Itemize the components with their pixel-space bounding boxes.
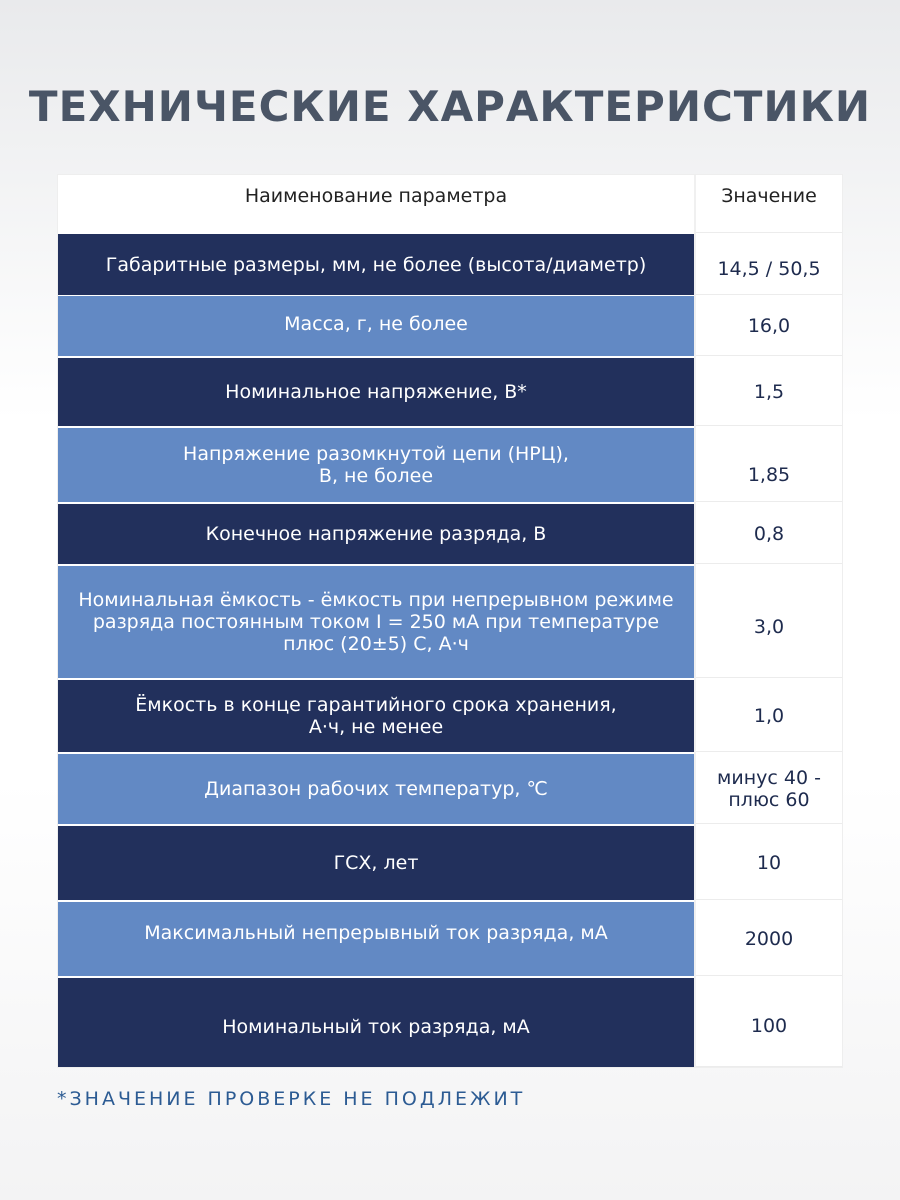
table-row-value: 1,0 [696, 680, 842, 752]
header-value: Значение [696, 175, 842, 233]
table-row-param: Номинальный ток разряда, мА [58, 978, 694, 1067]
table-row-param: Максимальный непрерывный ток разряда, мА [58, 902, 694, 976]
table-row-value: 100 [696, 978, 842, 1067]
table-row-param: Напряжение разомкнутой цепи (НРЦ), В, не более [58, 428, 694, 502]
table-row-value: 16,0 [696, 296, 842, 356]
table-row-value: 1,5 [696, 358, 842, 426]
footnote: *ЗНАЧЕНИЕ ПРОВЕРКЕ НЕ ПОДЛЕЖИТ [57, 1088, 526, 1110]
specs-table [57, 174, 843, 1068]
page-title: ТЕХНИЧЕСКИЕ ХАРАКТЕРИСТИКИ [28, 82, 872, 131]
table-row-param: Диапазон рабочих температур, ℃ [58, 754, 694, 824]
table-row-param: Номинальная ёмкость - ёмкость при непрерывном режиме разряда постоянным током I = 250 мА при температуре плюс (20±5) С, А·ч [58, 566, 694, 678]
table-row-value: 1,85 [696, 428, 842, 502]
table-row-param: Конечное напряжение разряда, В [58, 504, 694, 564]
table-row-param: Масса, г, не более [58, 296, 694, 356]
table-row-param: Ёмкость в конце гарантийного срока хранения, А·ч, не менее [58, 680, 694, 752]
table-row-value: 0,8 [696, 504, 842, 564]
table-row-value: минус 40 - плюс 60 [696, 754, 842, 824]
table-row-value: 2000 [696, 902, 842, 976]
table-row-value: 3,0 [696, 566, 842, 678]
table-row-param: ГСХ, лет [58, 826, 694, 900]
table-row-value: 10 [696, 826, 842, 900]
table-row-param: Габаритные размеры, мм, не более (высота/диаметр) [58, 234, 694, 295]
table-row-param: Номинальное напряжение, В* [58, 358, 694, 426]
header-param: Наименование параметра [58, 175, 694, 233]
table-row-value: 14,5 / 50,5 [696, 234, 842, 295]
